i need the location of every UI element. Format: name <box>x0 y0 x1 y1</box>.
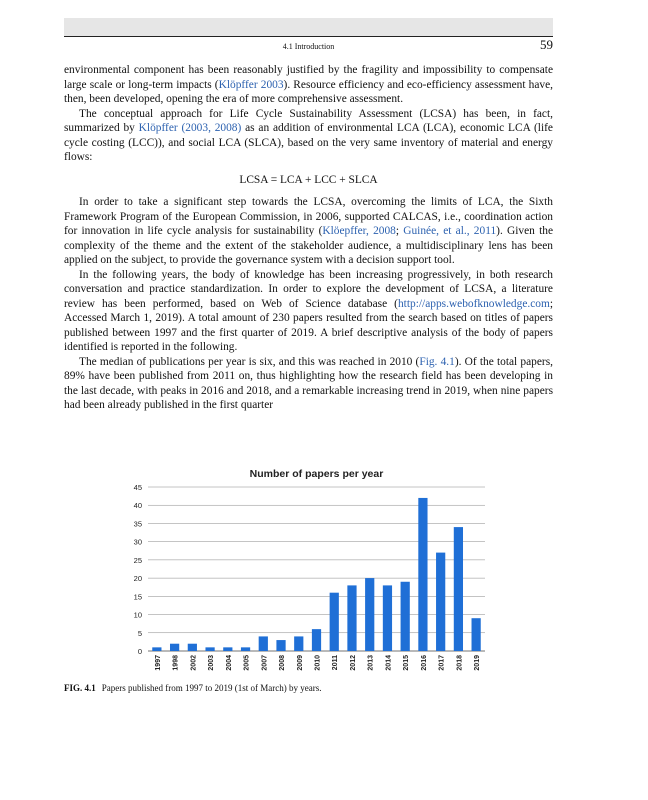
citation-link[interactable]: Guinée, et al., 2011 <box>403 225 497 237</box>
x-tick-label: 2010 <box>314 655 322 671</box>
y-tick-label: 40 <box>133 501 142 511</box>
x-tick-label: 2015 <box>403 655 411 671</box>
x-tick-label: 2005 <box>243 655 251 671</box>
y-tick-label: 10 <box>133 610 142 620</box>
bar <box>330 593 339 651</box>
x-tick-label: 2012 <box>349 655 357 671</box>
bar <box>188 644 197 651</box>
paragraph-3-end: ). Given the complexity of the theme and the extent of the stakeholder audience, a multidisciplinary lens has been applied on the subject, to provide the governance system with a decision support tool. <box>64 225 553 266</box>
equation: LCSA = LCA + LCC + SLCA <box>239 173 378 186</box>
page-number: 59 <box>540 37 553 52</box>
bar <box>418 498 427 651</box>
paragraph-2 <box>64 107 553 165</box>
paragraph-1 <box>64 63 553 107</box>
x-tick-label: 2008 <box>279 655 287 671</box>
bar <box>347 585 356 651</box>
paragraph-4 <box>64 268 553 355</box>
citation-link[interactable]: Klöpffer 2003 <box>218 78 284 91</box>
y-tick-label: 25 <box>133 555 142 565</box>
paragraph-5-text: The median of publications per year is six, and this was reached in 2010 ( <box>79 355 420 368</box>
paragraph-3-text: In order to take a significant step towards the LCSA, overcoming the limits of LCA, the Sixth Framework Program of the European Commission, in 2006, supported CALCAS, i.e., coordination action for innovation in life cycle analysis for sustainability ( <box>64 196 553 237</box>
running-head <box>64 38 553 54</box>
citation-separator: ; <box>395 225 404 237</box>
x-tick-label: 2013 <box>367 655 375 671</box>
paragraph-5 <box>64 355 553 413</box>
x-tick-label: 2016 <box>420 655 428 671</box>
paragraph-2-text: The conceptual approach for Life Cycle Sustainability Assessment (LCSA) has been, in fact, summarized by <box>64 107 553 134</box>
y-tick-label: 5 <box>137 628 142 638</box>
bar <box>472 618 481 651</box>
bar <box>454 527 463 651</box>
bar <box>401 582 410 651</box>
paragraph-3 <box>64 195 553 268</box>
bar <box>152 647 161 651</box>
bar <box>294 636 303 651</box>
x-tick-label: 2003 <box>208 655 216 671</box>
bar <box>223 647 232 651</box>
figure-label: FIG. 4.1 <box>64 683 96 693</box>
paragraph-1-end: ). Resource efficiency and eco-efficiency assessment have, then, been developed, opening the era of more comprehensive assessment. <box>64 78 553 105</box>
y-tick-label: 35 <box>133 519 142 529</box>
y-tick-label: 0 <box>137 647 142 656</box>
x-tick-label: 2011 <box>332 655 340 671</box>
x-tick-label: 1998 <box>172 655 180 671</box>
paragraph-4-end: ; Accessed March 1, 2019). A total amount of 230 papers resulted from the search based on titles of papers published between 1997 and the first quarter of 2019. A brief descriptive analysis of the body of papers identified is reported in the following. <box>64 297 553 353</box>
citation-link[interactable]: Klöepffer, 2008 <box>322 225 396 237</box>
web-link[interactable]: http://apps.webofknowledge.com <box>397 297 550 310</box>
x-tick-label: 2004 <box>225 655 233 671</box>
figure-ref-link[interactable]: Fig. 4.1 <box>419 355 455 368</box>
x-tick-label: 2019 <box>474 655 482 671</box>
bar <box>436 553 445 651</box>
x-tick-label: 2007 <box>261 655 269 671</box>
body-text <box>64 63 553 413</box>
y-tick-label: 20 <box>133 574 142 584</box>
bar-chart <box>120 463 495 678</box>
y-tick-label: 30 <box>133 537 142 547</box>
x-tick-label: 2009 <box>296 655 304 671</box>
paragraph-4-text: In the following years, the body of knowledge has been increasing progressively, in both research conversation and practice standardization. In order to explore the development of LCSA, a literature review has been performed, based on Web of Science database ( <box>64 268 553 310</box>
section-heading: 4.1 Introduction <box>282 42 335 51</box>
bar <box>170 644 179 651</box>
citation-link[interactable]: Klöpffer (2003, 2008) <box>138 122 242 134</box>
x-tick-label: 1997 <box>154 655 162 671</box>
figure-caption <box>64 683 553 693</box>
chart-title: Number of papers per year <box>249 468 384 480</box>
x-tick-label: 2017 <box>438 655 446 671</box>
bar <box>276 640 285 651</box>
bar <box>312 629 321 651</box>
bar <box>383 585 392 651</box>
paragraph-2-end: as an addition of environmental LCA (LCA), economic LCA (life cycle costing (LCC)), and social LCA (SLCA), based on the very same inventory of material and energy flows: <box>64 122 553 163</box>
top-rule-bar <box>64 18 553 37</box>
bar <box>259 636 268 651</box>
x-tick-label: 2018 <box>456 655 464 671</box>
paragraph-1-text: environmental component has been reasonably justified by the fragility and impossibility to compensate large scale or long-term impacts ( <box>64 64 553 91</box>
y-tick-label: 45 <box>133 483 142 492</box>
bar <box>241 647 250 651</box>
caption-text: Papers published from 1997 to 2019 (1st of March) by years. <box>101 683 322 693</box>
y-tick-label: 15 <box>133 592 142 602</box>
bar <box>365 578 374 651</box>
x-tick-label: 2014 <box>385 655 393 671</box>
x-tick-label: 2002 <box>190 655 198 671</box>
bar <box>205 647 214 651</box>
paragraph-5-end: ). Of the total papers, 89% have been published from 2011 on, thus highlighting how the research field has been developing in the last decade, with peaks in 2016 and 2018, and a remarkable increasing trend in 2019, when nine papers had been already published in the first quarter <box>64 355 553 411</box>
